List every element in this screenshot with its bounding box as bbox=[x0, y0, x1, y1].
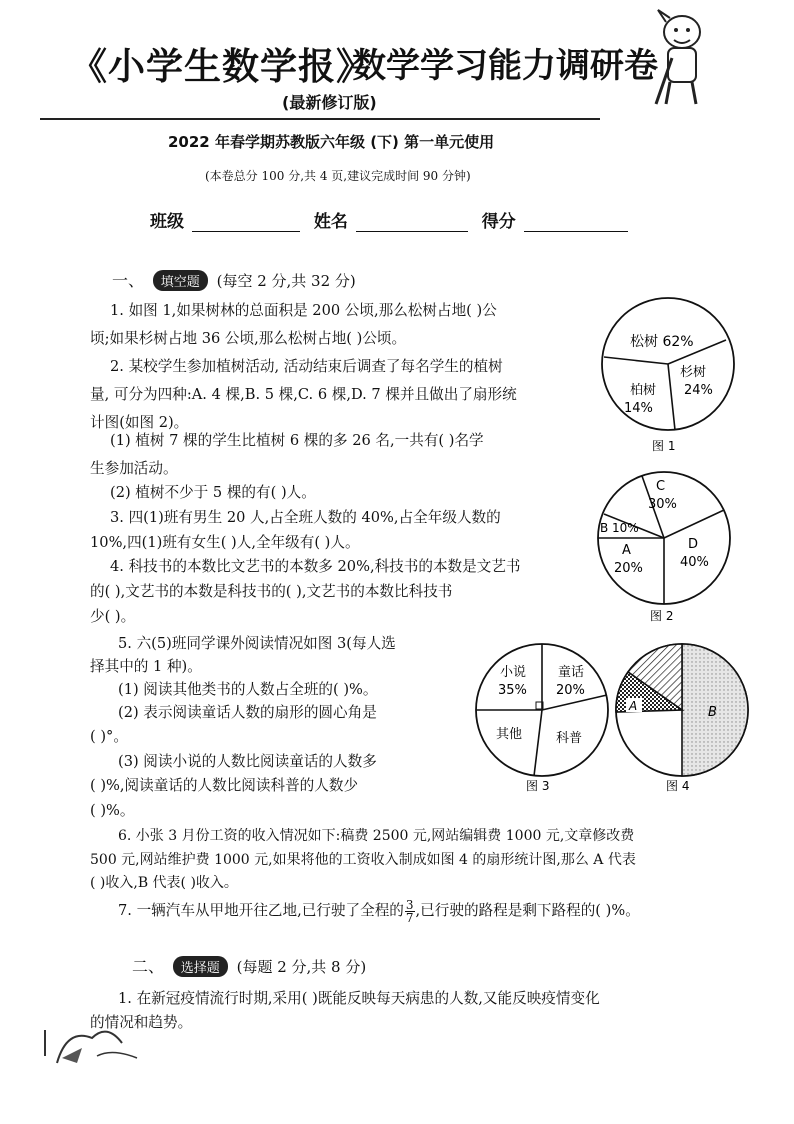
q2-sub2: (2) 植树不少于 5 棵的有( )人。 bbox=[110, 484, 316, 501]
q5-sub2-line-1: (2) 表示阅读童话人数的扇形的圆心角是 bbox=[118, 704, 377, 721]
name-field[interactable] bbox=[356, 215, 468, 232]
figure-2-chart bbox=[592, 468, 738, 624]
fig2-label-b-name: B bbox=[600, 521, 609, 535]
fig2-label-a-value: 20% bbox=[614, 561, 643, 576]
q7-text-after: ,已行驶的路程是剩下路程的( )%。 bbox=[415, 902, 640, 919]
section-1-tag: 填空题 bbox=[153, 270, 208, 291]
q7-line bbox=[118, 897, 640, 925]
fig1-label-pine: 松树 62% bbox=[630, 334, 694, 350]
q5-sub3-line-1: (3) 阅读小说的人数比阅读童话的人数多 bbox=[118, 753, 377, 770]
q2-line-2: 量, 可分为四种:A. 4 棵,B. 5 棵,C. 6 棵,D. 7 棵并且做出了扇形统 bbox=[90, 386, 517, 403]
edition-subtitle: (最新修订版) bbox=[282, 93, 377, 112]
score-field[interactable] bbox=[524, 215, 628, 232]
figure-1-chart bbox=[600, 296, 740, 456]
q7-numerator: 3 bbox=[405, 897, 414, 912]
fig1-caption: 图 1 bbox=[652, 439, 676, 453]
fig4-label-a: A bbox=[629, 699, 638, 713]
fig3-label-science: 科普 bbox=[556, 731, 583, 746]
q3-line-2: 10%,四(1)班有女生( )人,全年级有( )人。 bbox=[90, 534, 360, 551]
margin-rule bbox=[44, 1030, 46, 1056]
fig3-label-novel-name: 小说 bbox=[500, 665, 527, 680]
term-line: 2022 年春学期苏教版六年级 (下) 第一单元使用 bbox=[168, 133, 495, 151]
q6-line-1: 6. 小张 3 月份工资的收入情况如下:稿费 2500 元,网站编辑费 1000 元,文章修改费 bbox=[118, 828, 635, 844]
name-label: 姓名 bbox=[313, 212, 348, 232]
section-2-number: 二、 bbox=[132, 957, 165, 976]
section-2-note: (每题 2 分,共 8 分) bbox=[236, 958, 367, 976]
figure-4-chart bbox=[610, 640, 760, 796]
figure-3-chart bbox=[466, 640, 616, 796]
fig2-label-a-name: A bbox=[622, 543, 631, 558]
q7-fraction bbox=[405, 899, 415, 924]
section-2-heading bbox=[132, 954, 366, 977]
student-fields bbox=[150, 207, 630, 232]
q4-line-2: 的( ),文艺书的本数是科技书的( ),文艺书的本数比科技书 bbox=[90, 583, 453, 600]
q1-line-2: 顷;如果杉树占地 36 公顷,那么松树占地( )公顷。 bbox=[90, 330, 407, 347]
fig4-caption: 图 4 bbox=[666, 779, 690, 793]
section-2-tag: 选择题 bbox=[173, 956, 228, 977]
fig1-label-fir-name: 杉树 bbox=[680, 365, 707, 380]
fig4-label-b: B bbox=[708, 705, 717, 720]
exam-info: (本卷总分 100 分,共 4 页,建议完成时间 90 分钟) bbox=[205, 169, 471, 183]
corner-doodle-illustration bbox=[52, 1018, 142, 1068]
header-divider bbox=[40, 118, 600, 120]
class-field[interactable] bbox=[192, 215, 300, 232]
q2-line-3: 计图(如图 2)。 bbox=[90, 414, 189, 431]
q1-line-1: 1. 如图 1,如果树林的总面积是 200 公顷,那么松树占地( )公 bbox=[110, 302, 497, 319]
fig3-label-fairy-name: 童话 bbox=[558, 665, 585, 680]
fig1-label-cypress-value: 14% bbox=[624, 401, 653, 416]
section-1-note: (每空 2 分,共 32 分) bbox=[216, 272, 356, 290]
q5-sub3-line-3: ( )%。 bbox=[90, 802, 135, 819]
q4-line-3: 少( )。 bbox=[90, 608, 136, 625]
section-1-number: 一、 bbox=[112, 271, 145, 290]
q7-text-before: 7. 一辆汽车从甲地开往乙地,已行驶了全程的 bbox=[118, 902, 404, 919]
score-label: 得分 bbox=[481, 212, 516, 232]
section-1-heading bbox=[112, 268, 356, 291]
q2-sub1-line-2: 生参加活动。 bbox=[90, 460, 178, 477]
fig3-label-novel-value: 35% bbox=[498, 683, 527, 698]
fig1-label-cypress-name: 柏树 bbox=[630, 383, 657, 398]
q6-line-2: 500 元,网站维护费 1000 元,如果将他的工资收入制成如图 4 的扇形统计图,那么 A 代表 bbox=[90, 852, 636, 868]
fig2-caption: 图 2 bbox=[650, 609, 674, 623]
q4-line-1: 4. 科技书的本数比文艺书的本数多 20%,科技书的本数是文艺书 bbox=[110, 558, 521, 575]
q7-denominator: 7 bbox=[405, 910, 414, 925]
mascot-illustration bbox=[646, 4, 718, 114]
fig2-label-b-value: 10% bbox=[612, 521, 639, 535]
fig2-label-c-name: C bbox=[656, 479, 666, 494]
brand-title: 《小学生数学报》 bbox=[70, 44, 374, 88]
fig3-label-other: 其他 bbox=[496, 727, 523, 742]
q2-sub1-line-1: (1) 植树 7 棵的学生比植树 6 棵的多 26 名,一共有( )名学 bbox=[110, 432, 484, 449]
fig3-caption: 图 3 bbox=[526, 779, 550, 793]
q5-sub3-line-2: ( )%,阅读童话的人数比阅读科普的人数少 bbox=[90, 777, 359, 794]
class-label: 班级 bbox=[150, 212, 184, 232]
q5-line-1: 5. 六(5)班同学课外阅读情况如图 3(每人选 bbox=[118, 635, 396, 652]
fig2-label-c-value: 30% bbox=[648, 497, 677, 512]
s2-q1-line-1: 1. 在新冠疫情流行时期,采用( )既能反映每天病患的人数,又能反映疫情变化 bbox=[118, 990, 600, 1007]
page-title: 数学学习能力调研卷 bbox=[352, 46, 658, 86]
fig2-label-d-name: D bbox=[688, 537, 699, 552]
q3-line-1: 3. 四(1)班有男生 20 人,占全班人数的 40%,占全年级人数的 bbox=[110, 509, 501, 526]
fig3-label-fairy-value: 20% bbox=[556, 683, 585, 698]
q2-line-1: 2. 某校学生参加植树活动, 活动结束后调查了每名学生的植树 bbox=[110, 358, 503, 375]
s2-q1-line-2: 的情况和趋势。 bbox=[90, 1014, 193, 1031]
q5-sub2-line-2: ( )°。 bbox=[90, 728, 128, 745]
fig1-label-fir-value: 24% bbox=[684, 383, 713, 398]
q5-line-2: 择其中的 1 种)。 bbox=[90, 658, 202, 675]
q5-sub1: (1) 阅读其他类书的人数占全班的( )%。 bbox=[118, 681, 378, 698]
q6-line-3: ( )收入,B 代表( )收入。 bbox=[90, 875, 238, 891]
fig2-label-d-value: 40% bbox=[680, 555, 709, 570]
